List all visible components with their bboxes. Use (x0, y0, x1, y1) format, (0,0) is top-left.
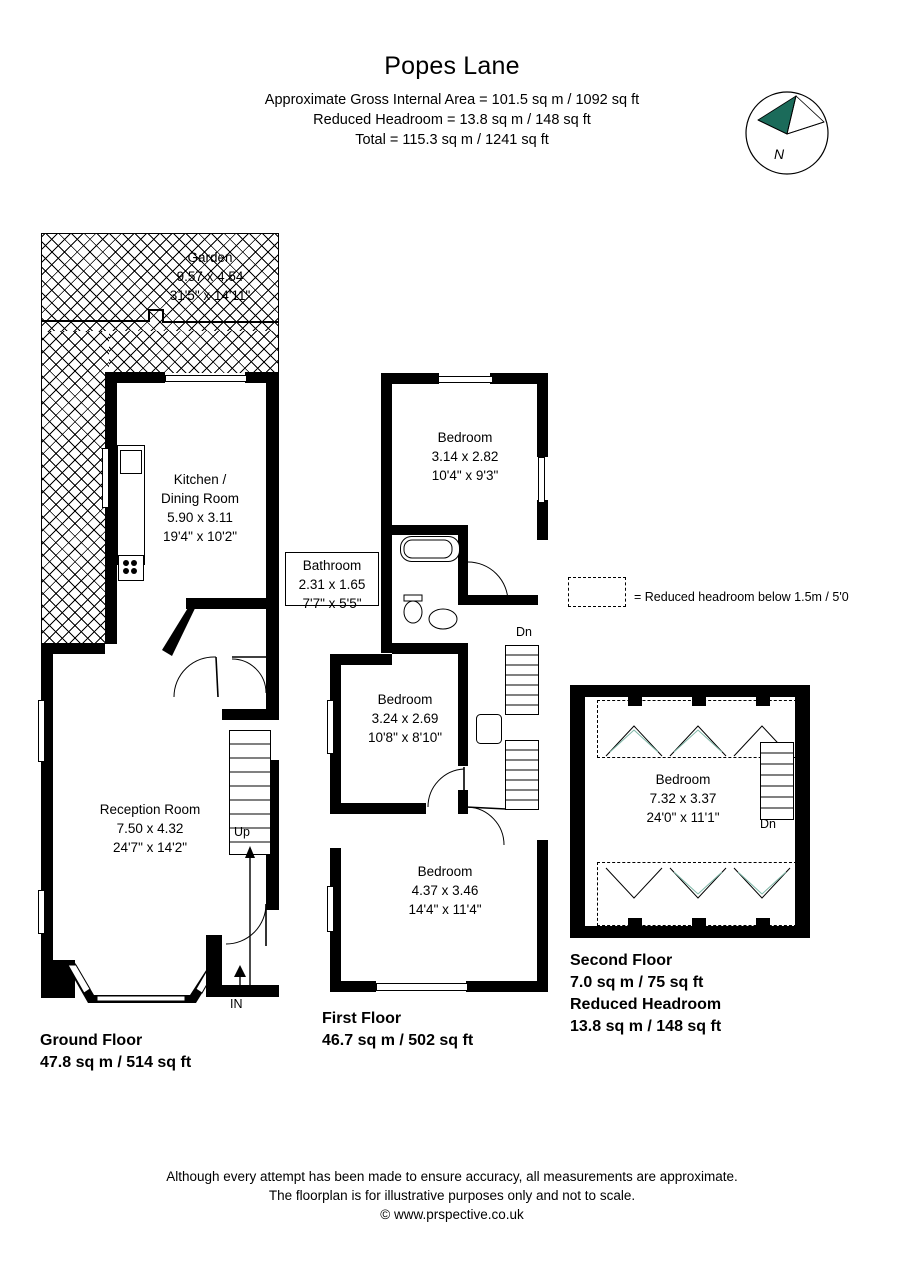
second-bedroom-imperial: 24'0" x 11'1" (646, 810, 720, 825)
reduced-headroom-area: Reduced Headroom = 13.8 sq m / 148 sq ft (313, 112, 591, 128)
second-wall-bottom (570, 926, 810, 938)
bathroom-name: Bathroom (302, 558, 362, 573)
reception-name: Reception Room (99, 802, 201, 817)
disclaimer (0, 1167, 904, 1224)
kitchen-name-1: Kitchen / (173, 472, 227, 487)
second-reduced-headroom-area: 13.8 sq m / 148 sq ft (570, 1018, 722, 1035)
second-wall-right (795, 685, 810, 938)
bed-front-metric: 4.37 x 3.46 (411, 883, 479, 898)
garden-metric: 9.57 x 4.54 (176, 269, 244, 284)
first-floor-name: First Floor (322, 1010, 402, 1027)
first-stair-dn-label: Dn (516, 625, 532, 639)
first-floor-area: 46.7 sq m / 502 sq ft (322, 1032, 474, 1049)
disclaimer-copyright: © www.prspective.co.uk (380, 1207, 524, 1222)
second-floor-title (570, 950, 721, 1038)
entrance-label: IN (230, 997, 243, 1011)
eaves-detail-bottom (600, 864, 796, 924)
ground-floor-area: 47.8 sq m / 514 sq ft (40, 1054, 192, 1071)
second-floor-name: Second Floor (570, 952, 673, 969)
second-stair-dn-label: Dn (760, 817, 776, 831)
disclaimer-line-2: The floorplan is for illustrative purposes only and not to scale. (268, 1188, 636, 1203)
bathroom-imperial: 7'7" x 5'5" (302, 596, 362, 611)
bed-mid-imperial: 10'8" x 8'10" (367, 730, 443, 745)
bed-rear-metric: 3.14 x 2.82 (431, 449, 499, 464)
ground-stair-up-label: Up (234, 825, 250, 839)
second-bedroom-metric: 7.32 x 3.37 (649, 791, 717, 806)
bed-front-imperial: 14'4" x 11'4" (408, 902, 482, 917)
bed-rear-name: Bedroom (437, 430, 493, 445)
kitchen-imperial: 19'4" x 10'2" (162, 529, 238, 544)
bed-mid-name: Bedroom (377, 692, 433, 707)
ground-floor-name: Ground Floor (40, 1032, 143, 1049)
reception-metric: 7.50 x 4.32 (116, 821, 184, 836)
bed-front-name: Bedroom (417, 864, 473, 879)
garden-name: Garden (187, 250, 233, 265)
compass-north-label: N (774, 146, 785, 162)
bed-rear-imperial: 10'4" x 9'3" (431, 468, 499, 483)
second-floor-area: 7.0 sq m / 75 sq ft (570, 974, 704, 991)
key-label: = Reduced headroom below 1.5m / 5'0 (634, 590, 849, 604)
kitchen-name-2: Dining Room (160, 491, 240, 506)
bed-mid-metric: 3.24 x 2.69 (371, 711, 439, 726)
second-reduced-headroom-name: Reduced Headroom (570, 996, 722, 1013)
bathroom-metric: 2.31 x 1.65 (298, 577, 366, 592)
disclaimer-line-1: Although every attempt has been made to ensure accuracy, all measurements are approximate. (166, 1169, 738, 1184)
second-bedroom-label (608, 770, 758, 827)
second-wall-left (570, 685, 585, 938)
kitchen-metric: 5.90 x 3.11 (167, 510, 233, 525)
garden-imperial: 31'5" x 14'11" (169, 288, 251, 303)
second-wall-top (570, 685, 810, 697)
page-title: Popes Lane (384, 52, 520, 80)
second-bedroom-name: Bedroom (655, 772, 711, 787)
second-staircase (760, 742, 794, 820)
reception-imperial: 24'7" x 14'2" (112, 840, 188, 855)
total-area: Total = 115.3 sq m / 1241 sq ft (355, 132, 549, 148)
gross-internal-area: Approximate Gross Internal Area = 101.5 sq m / 1092 sq ft (264, 92, 640, 108)
